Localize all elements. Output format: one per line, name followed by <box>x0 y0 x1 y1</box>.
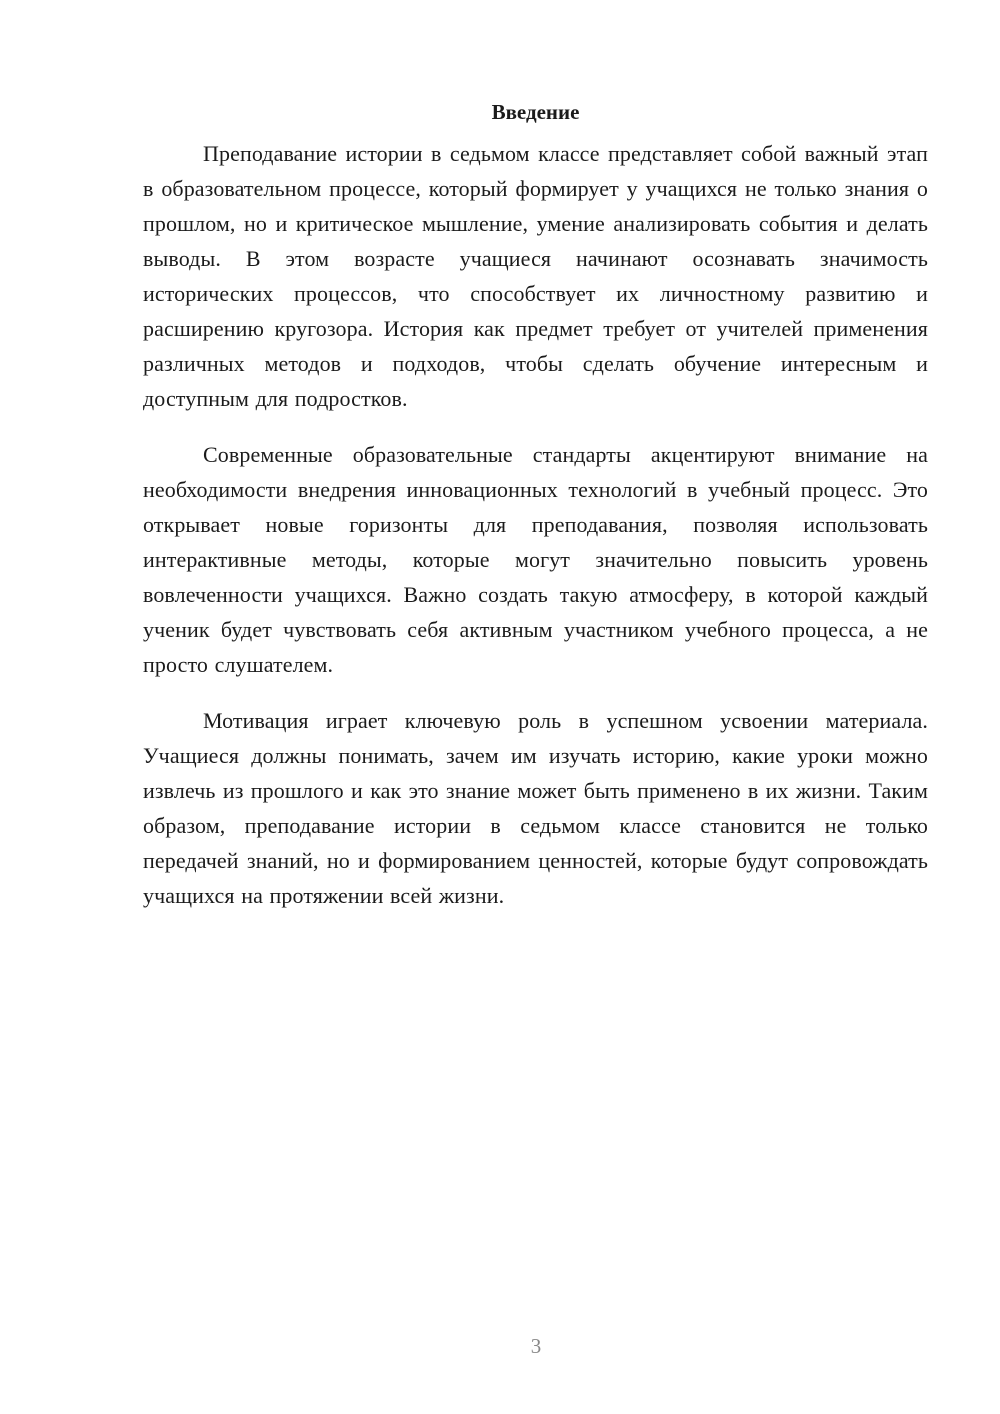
paragraph-2: Современные образовательные стандарты акцентируют внимание на необходимости внедрения инновационных технологий в учебный процесс. Это открывает новые горизонты для преподавания, позволяя использовать интерактивные методы, которые могут значительно повысить уровень вовлеченности учащихся. Важно создать такую атмосферу, в которой каждый ученик будет чувствовать себя активным участником учебного процесса, а не просто слушателем. <box>143 442 928 677</box>
section-heading: Введение <box>491 100 580 124</box>
paragraph-3: Мотивация играет ключевую роль в успешном усвоении материала. Учащиеся должны понимать, зачем им изучать историю, какие уроки можно извлечь из прошлого и как это знание может быть применено в их жизни. Таким образом, преподавание истории в седьмом классе становится не только передачей знаний, но и формированием ценностей, которые будут сопровождать учащихся на протяжении всей жизни. <box>143 708 928 908</box>
page-content <box>143 98 928 934</box>
page-number: 3 <box>530 1334 542 1358</box>
paragraph-1: Преподавание истории в седьмом классе представляет собой важный этап в образовательном процессе, который формирует у учащихся не только знания о прошлом, но и критическое мышление, умение анализировать события и делать выводы. В этом возрасте учащиеся начинают осознавать значимость исторических процессов, что способствует их личностному развитию и расширению кругозора. История как предмет требует от учителей применения различных методов и подходов, чтобы сделать обучение интересным и доступным для подростков. <box>143 141 928 411</box>
